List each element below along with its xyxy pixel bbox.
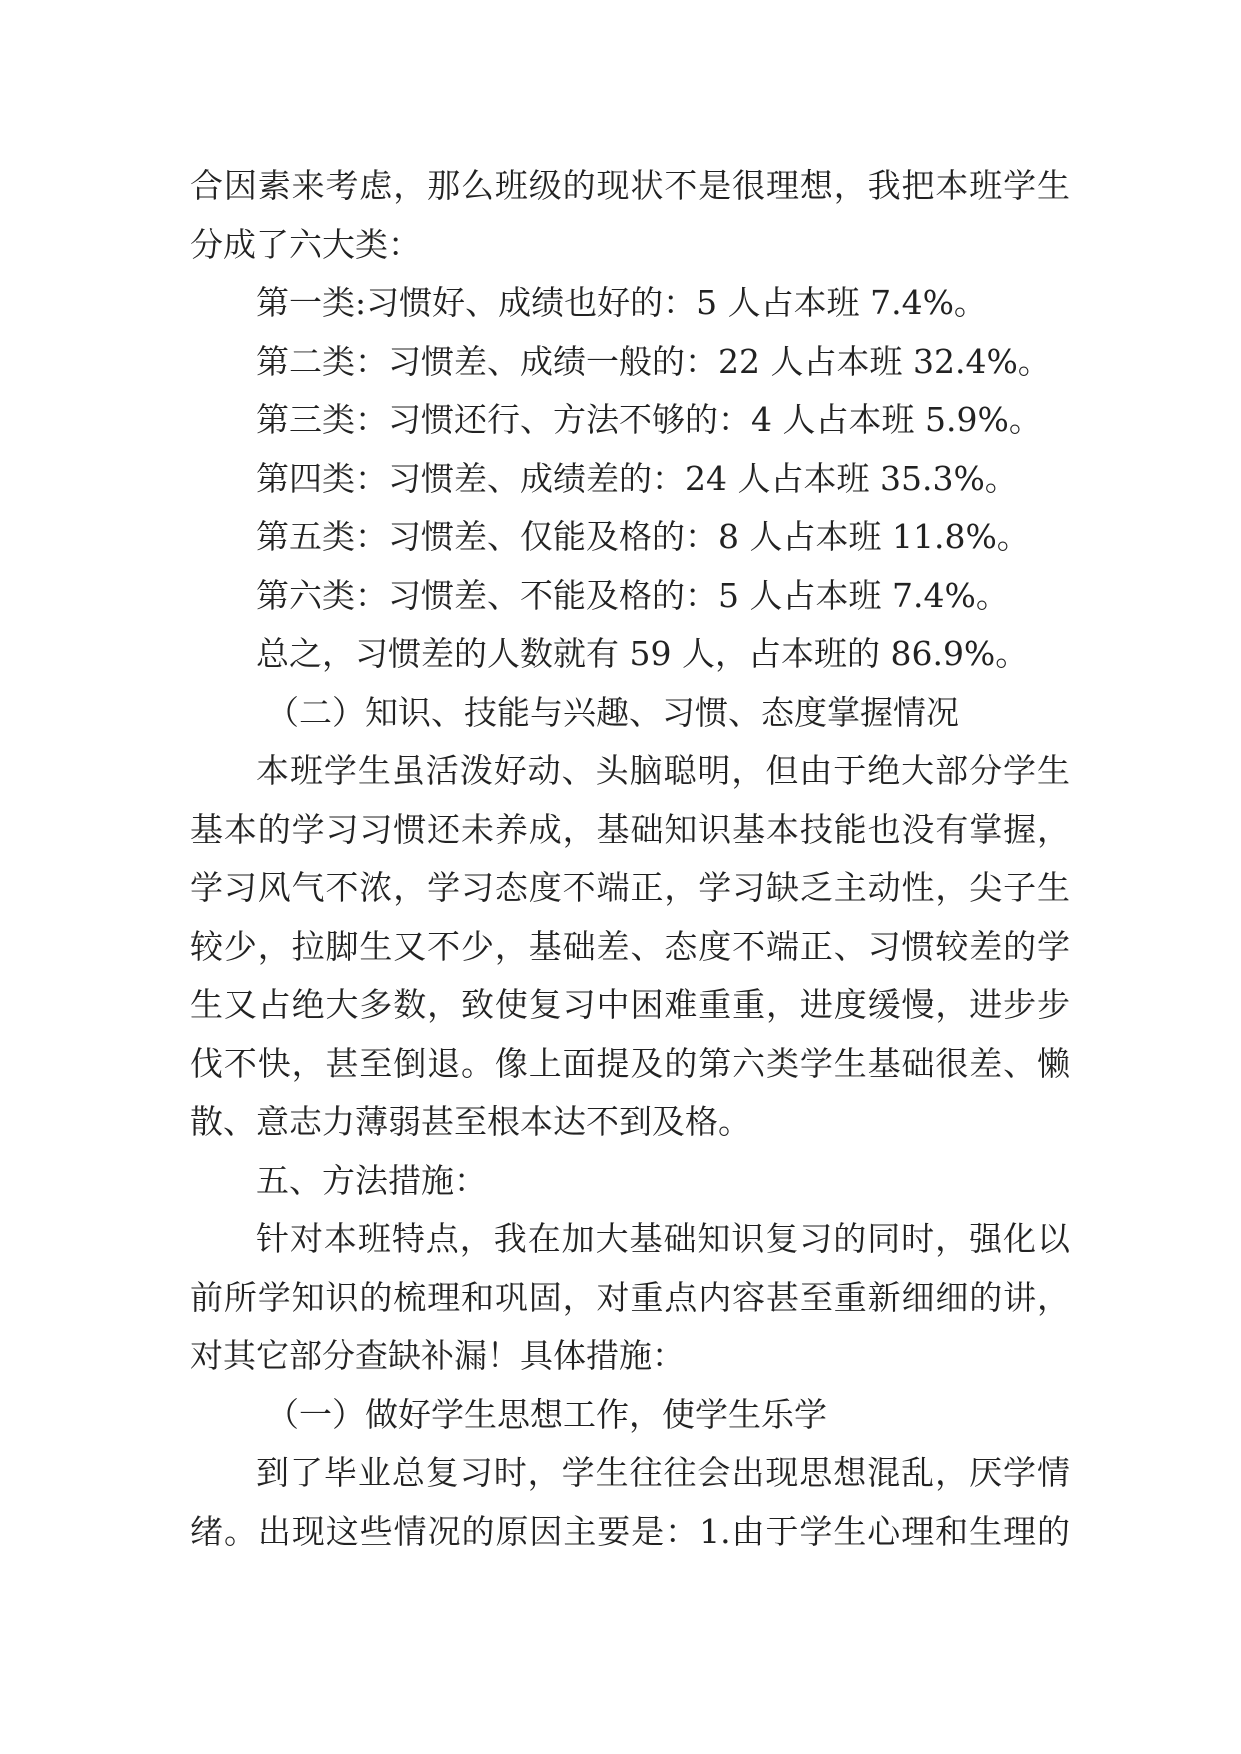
category-line: 第二类：习惯差、成绩一般的：22 人占本班 32.4%。: [256, 341, 1051, 381]
text-line: 较少，拉脚生又不少，基础差、态度不端正、习惯较差的学: [190, 926, 1070, 966]
text-line: 对其它部分查缺补漏！具体措施：: [190, 1336, 685, 1375]
category-line: 第六类：习惯差、不能及格的：5 人占本班 7.4%。: [256, 575, 1009, 615]
text-line: 绪。出现这些情况的原因主要是：1.由于学生心理和生理的: [190, 1511, 1070, 1551]
body-text: [190, 157, 1070, 1561]
text-line: 分成了六大类：: [190, 224, 421, 264]
section-heading: （一）做好学生思想工作，使学生乐学: [266, 1394, 827, 1434]
category-line: 第四类：习惯差、成绩差的：24 人占本班 35.3%。: [256, 458, 1018, 498]
category-line: 第一类:习惯好、成绩也好的：5 人占本班 7.4%。: [256, 283, 987, 322]
text-line: 合因素来考虑，那么班级的现状不是很理想，我把本班学生: [190, 166, 1070, 205]
paragraph-first-line: 本班学生虽活泼好动、头脑聪明，但由于绝大部分学生: [256, 751, 1070, 790]
section-heading: 五、方法措施：: [256, 1160, 487, 1200]
text-line: 基本的学习习惯还未养成，基础知识基本技能也没有掌握，: [190, 809, 1070, 849]
text-line: 学习风气不浓，学习态度不端正，学习缺乏主动性，尖子生: [190, 868, 1070, 907]
text-line: 前所学知识的梳理和巩固，对重点内容甚至重新细细的讲，: [190, 1277, 1070, 1317]
category-line: 第五类：习惯差、仅能及格的：8 人占本班 11.8%。: [256, 517, 1030, 556]
summary-line: 总之，习惯差的人数就有 59 人，占本班的 86.9%。: [256, 634, 1029, 673]
paragraph-first-line: 针对本班特点，我在加大基础知识复习的同时，强化以: [256, 1219, 1070, 1258]
text-line: 伐不快，甚至倒退。像上面提及的第六类学生基础很差、懒: [190, 1043, 1070, 1083]
paragraph-first-line: 到了毕业总复习时，学生往往会出现思想混乱，厌学情: [256, 1453, 1070, 1492]
category-line: 第三类：习惯还行、方法不够的：4 人占本班 5.9%。: [256, 400, 1042, 439]
text-line: 散、意志力薄弱甚至根本达不到及格。: [190, 1102, 751, 1141]
section-heading: （二）知识、技能与兴趣、习惯、态度掌握情况: [266, 692, 959, 732]
text-line: 生又占绝大多数，致使复习中困难重重，进度缓慢，进步步: [190, 985, 1070, 1024]
